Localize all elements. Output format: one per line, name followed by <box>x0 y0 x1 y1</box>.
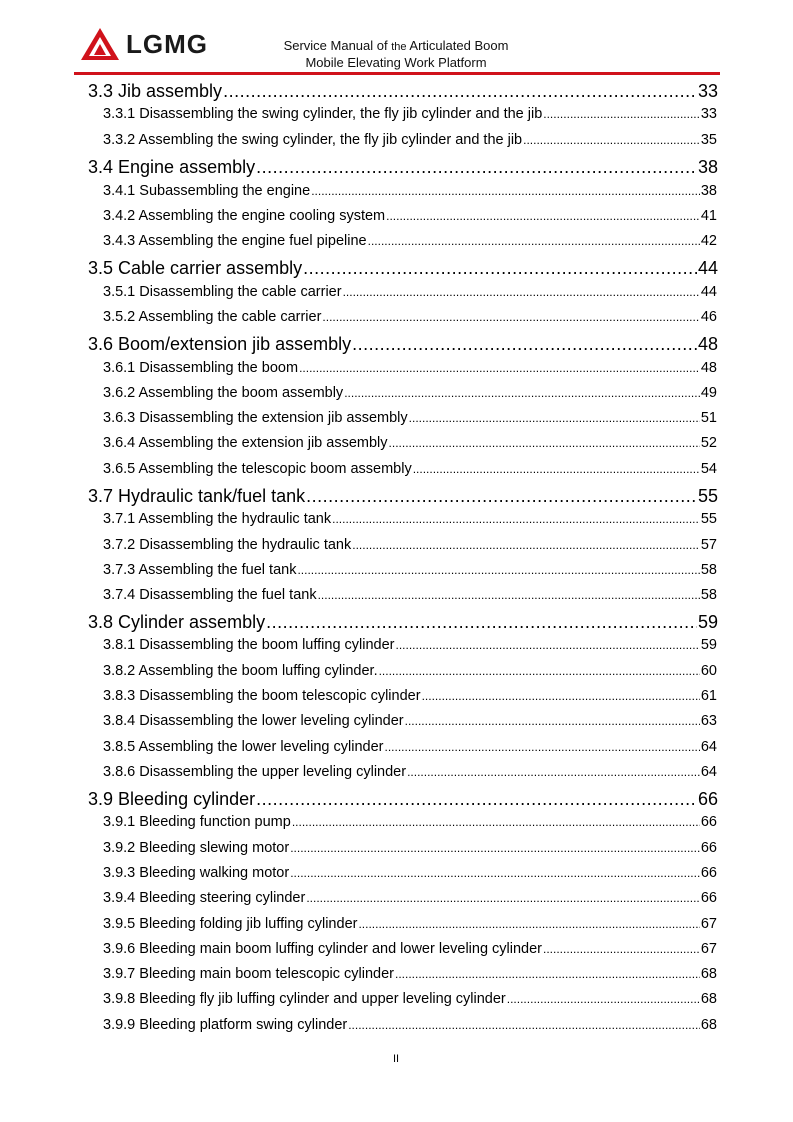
page-number: II <box>392 1053 400 1065</box>
toc-subsection[interactable] <box>103 536 717 554</box>
toc-leader-dots <box>299 359 700 377</box>
toc-subsection[interactable] <box>103 232 717 250</box>
toc-subsection[interactable] <box>103 561 717 579</box>
toc-subsection[interactable] <box>103 384 717 402</box>
toc-leader-dots <box>358 915 699 933</box>
page-header <box>0 0 793 76</box>
toc-entry-title: 3.4.2 Assembling the engine cooling system <box>103 208 386 224</box>
toc-entry-page: 55 <box>697 486 718 506</box>
toc-subsection[interactable] <box>103 460 717 478</box>
toc-entry-title: 3.8.5 Assembling the lower leveling cylinder <box>103 739 384 755</box>
toc-section[interactable] <box>88 611 718 633</box>
toc-subsection[interactable] <box>103 763 717 781</box>
toc-leader-dots <box>343 283 700 301</box>
toc-leader-dots <box>543 105 700 123</box>
toc-leader-dots <box>306 485 697 507</box>
toc-subsection[interactable] <box>103 662 717 680</box>
toc-entry-title: 3.8.3 Disassembling the boom telescopic cylinder <box>103 688 421 704</box>
toc-subsection[interactable] <box>103 990 717 1008</box>
toc-subsection[interactable] <box>103 131 717 149</box>
toc-entry-title: 3.9 Bleeding cylinder <box>88 789 256 809</box>
toc-entry-title: 3.4.3 Assembling the engine fuel pipeline <box>103 233 367 249</box>
toc-leader-dots <box>352 333 697 355</box>
toc-entry-page: 59 <box>697 612 718 632</box>
toc-subsection[interactable] <box>103 586 717 604</box>
toc-entry-page: 55 <box>700 511 717 527</box>
toc-leader-dots <box>405 712 700 730</box>
toc-entry-page: 44 <box>697 258 718 278</box>
toc-section[interactable] <box>88 80 718 102</box>
toc-entry-page: 49 <box>700 385 717 401</box>
toc-entry-title: 3.5.1 Disassembling the cable carrier <box>103 284 342 300</box>
toc-entry-title: 3.7 Hydraulic tank/fuel tank <box>88 486 306 506</box>
toc-entry-title: 3.9.8 Bleeding fly jib luffing cylinder and upper leveling cylinder <box>103 991 506 1007</box>
toc-entry-title: 3.6.2 Assembling the boom assembly <box>103 385 344 401</box>
toc-leader-dots <box>306 889 700 907</box>
toc-subsection[interactable] <box>103 738 717 756</box>
toc-entry-page: 38 <box>697 157 718 177</box>
toc-subsection[interactable] <box>103 182 717 200</box>
toc-leader-dots <box>297 561 699 579</box>
toc-entry-page: 48 <box>700 360 717 376</box>
toc-entry-title: 3.9.1 Bleeding function pump <box>103 814 291 830</box>
toc-entry-page: 46 <box>700 309 717 325</box>
toc-entry-page: 42 <box>700 233 717 249</box>
toc-entry-title: 3.8 Cylinder assembly <box>88 612 266 632</box>
toc-subsection[interactable] <box>103 940 717 958</box>
toc-leader-dots <box>507 990 700 1008</box>
toc-subsection[interactable] <box>103 283 717 301</box>
toc-entry-title: 3.6.1 Disassembling the boom <box>103 360 299 376</box>
toc-entry-page: 59 <box>700 637 717 653</box>
toc-leader-dots <box>311 182 700 200</box>
toc-entry-page: 44 <box>700 284 717 300</box>
manual-title-line2: Mobile Elevating Work Platform <box>305 55 487 70</box>
toc-entry-title: 3.9.4 Bleeding steering cylinder <box>103 890 306 906</box>
toc-leader-dots <box>352 536 700 554</box>
toc-entry-page: 57 <box>700 537 717 553</box>
toc-entry-page: 58 <box>700 587 717 603</box>
toc-entry-title: 3.9.7 Bleeding main boom telescopic cylinder <box>103 966 394 982</box>
toc-entry-title: 3.8.4 Disassembling the lower leveling cylinder <box>103 713 404 729</box>
toc-leader-dots <box>409 409 700 427</box>
toc-entry-title: 3.5.2 Assembling the cable carrier <box>103 309 322 325</box>
toc-entry-page: 66 <box>697 789 718 809</box>
toc-leader-dots <box>292 813 700 831</box>
lgmg-triangle-icon <box>80 27 120 61</box>
toc-subsection[interactable] <box>103 889 717 907</box>
toc-leader-dots <box>395 965 700 983</box>
toc-entry-title: 3.7.3 Assembling the fuel tank <box>103 562 297 578</box>
toc-entry-page: 67 <box>700 941 717 957</box>
toc-leader-dots <box>266 611 697 633</box>
toc-leader-dots <box>318 586 700 604</box>
toc-entry-title: 3.6.3 Disassembling the extension jib assembly <box>103 410 408 426</box>
toc-subsection[interactable] <box>103 308 717 326</box>
toc-entry-page: 33 <box>697 81 718 101</box>
toc-leader-dots <box>407 763 700 781</box>
toc-leader-dots <box>290 839 700 857</box>
toc-section[interactable] <box>88 788 718 810</box>
toc-entry-page: 64 <box>700 739 717 755</box>
toc-entry-page: 48 <box>697 334 718 354</box>
toc-entry-title: 3.7.1 Assembling the hydraulic tank <box>103 511 332 527</box>
toc-entry-page: 61 <box>700 688 717 704</box>
manual-title-line1: Service Manual of the Articulated Boom <box>283 38 509 53</box>
toc-section[interactable] <box>88 333 718 355</box>
toc-leader-dots <box>290 864 700 882</box>
toc-subsection[interactable] <box>103 864 717 882</box>
toc-leader-dots <box>332 510 700 528</box>
toc-entry-title: 3.7.4 Disassembling the fuel tank <box>103 587 317 603</box>
toc-entry-page: 35 <box>700 132 717 148</box>
toc-subsection[interactable] <box>103 207 717 225</box>
toc-leader-dots <box>523 131 700 149</box>
toc-entry-page: 41 <box>700 208 717 224</box>
toc-leader-dots <box>543 940 700 958</box>
toc-leader-dots <box>256 788 697 810</box>
toc-entry-title: 3.9.5 Bleeding folding jib luffing cylinder <box>103 916 358 932</box>
toc-entry-title: 3.8.1 Disassembling the boom luffing cylinder <box>103 637 395 653</box>
toc-entry-title: 3.9.2 Bleeding slewing motor <box>103 840 290 856</box>
toc-entry-page: 68 <box>700 966 717 982</box>
toc-entry-page: 38 <box>700 183 717 199</box>
toc-entry-page: 51 <box>700 410 717 426</box>
toc-section[interactable] <box>88 257 718 279</box>
toc-entry-title: 3.6.5 Assembling the telescopic boom assembly <box>103 461 412 477</box>
toc-leader-dots <box>396 636 700 654</box>
toc-entry-page: 52 <box>700 435 717 451</box>
brand-logo <box>80 27 208 61</box>
toc-entry-title: 3.4 Engine assembly <box>88 157 256 177</box>
toc-leader-dots <box>322 308 699 326</box>
toc-entry-title: 3.9.3 Bleeding walking motor <box>103 865 290 881</box>
toc-entry-title: 3.9.6 Bleeding main boom luffing cylinder and lower leveling cylinder <box>103 941 543 957</box>
toc-subsection[interactable] <box>103 813 717 831</box>
toc-entry-page: 67 <box>700 916 717 932</box>
toc-entry-page: 64 <box>700 764 717 780</box>
logo-text: LGMG <box>126 29 208 59</box>
toc-entry-page: 66 <box>700 814 717 830</box>
toc-entry-title: 3.6.4 Assembling the extension jib assembly <box>103 435 388 451</box>
toc-subsection[interactable] <box>103 105 717 123</box>
toc-entry-page: 58 <box>700 562 717 578</box>
toc-entry-page: 66 <box>700 890 717 906</box>
toc-subsection[interactable] <box>103 359 717 377</box>
toc-entry-page: 68 <box>700 991 717 1007</box>
toc-leader-dots <box>379 662 700 680</box>
toc-leader-dots <box>389 434 700 452</box>
toc-entry-title: 3.9.9 Bleeding platform swing cylinder <box>103 1017 348 1033</box>
toc-entry-title: 3.3.2 Assembling the swing cylinder, the fly jib cylinder and the jib <box>103 132 523 148</box>
toc-leader-dots <box>256 156 697 178</box>
toc-entry-page: 66 <box>700 865 717 881</box>
manual-title <box>250 38 542 70</box>
toc-subsection[interactable] <box>103 1016 717 1034</box>
toc-leader-dots <box>344 384 700 402</box>
toc-leader-dots <box>348 1016 700 1034</box>
toc-entry-title: 3.6 Boom/extension jib assembly <box>88 334 352 354</box>
toc-subsection[interactable] <box>103 409 717 427</box>
toc-entry-page: 66 <box>700 840 717 856</box>
toc-entry-title: 3.3 Jib assembly <box>88 81 223 101</box>
toc-entry-title: 3.8.2 Assembling the boom luffing cylinder. <box>103 663 378 679</box>
toc-subsection[interactable] <box>103 839 717 857</box>
toc-subsection[interactable] <box>103 712 717 730</box>
toc-entry-page: 33 <box>700 106 717 122</box>
toc-subsection[interactable] <box>103 636 717 654</box>
toc-entry-title: 3.7.2 Disassembling the hydraulic tank <box>103 537 352 553</box>
toc-subsection[interactable] <box>103 510 717 528</box>
toc-leader-dots <box>303 257 697 279</box>
toc-leader-dots <box>422 687 700 705</box>
toc-entry-title: 3.3.1 Disassembling the swing cylinder, the fly jib cylinder and the jib <box>103 106 543 122</box>
toc-subsection[interactable] <box>103 434 717 452</box>
toc-leader-dots <box>368 232 700 250</box>
toc-entry-title: 3.5 Cable carrier assembly <box>88 258 303 278</box>
toc-subsection[interactable] <box>103 965 717 983</box>
toc-entry-title: 3.4.1 Subassembling the engine <box>103 183 311 199</box>
toc-subsection[interactable] <box>103 687 717 705</box>
header-divider <box>74 72 720 75</box>
toc-leader-dots <box>384 738 699 756</box>
toc-leader-dots <box>223 80 697 102</box>
toc-section[interactable] <box>88 485 718 507</box>
toc-entry-page: 68 <box>700 1017 717 1033</box>
toc-leader-dots <box>413 460 700 478</box>
toc-entry-page: 60 <box>700 663 717 679</box>
toc-section[interactable] <box>88 156 718 178</box>
toc-entry-page: 54 <box>700 461 717 477</box>
toc-subsection[interactable] <box>103 915 717 933</box>
toc-entry-page: 63 <box>700 713 717 729</box>
toc-leader-dots <box>386 207 700 225</box>
toc-entry-title: 3.8.6 Disassembling the upper leveling cylinder <box>103 764 407 780</box>
